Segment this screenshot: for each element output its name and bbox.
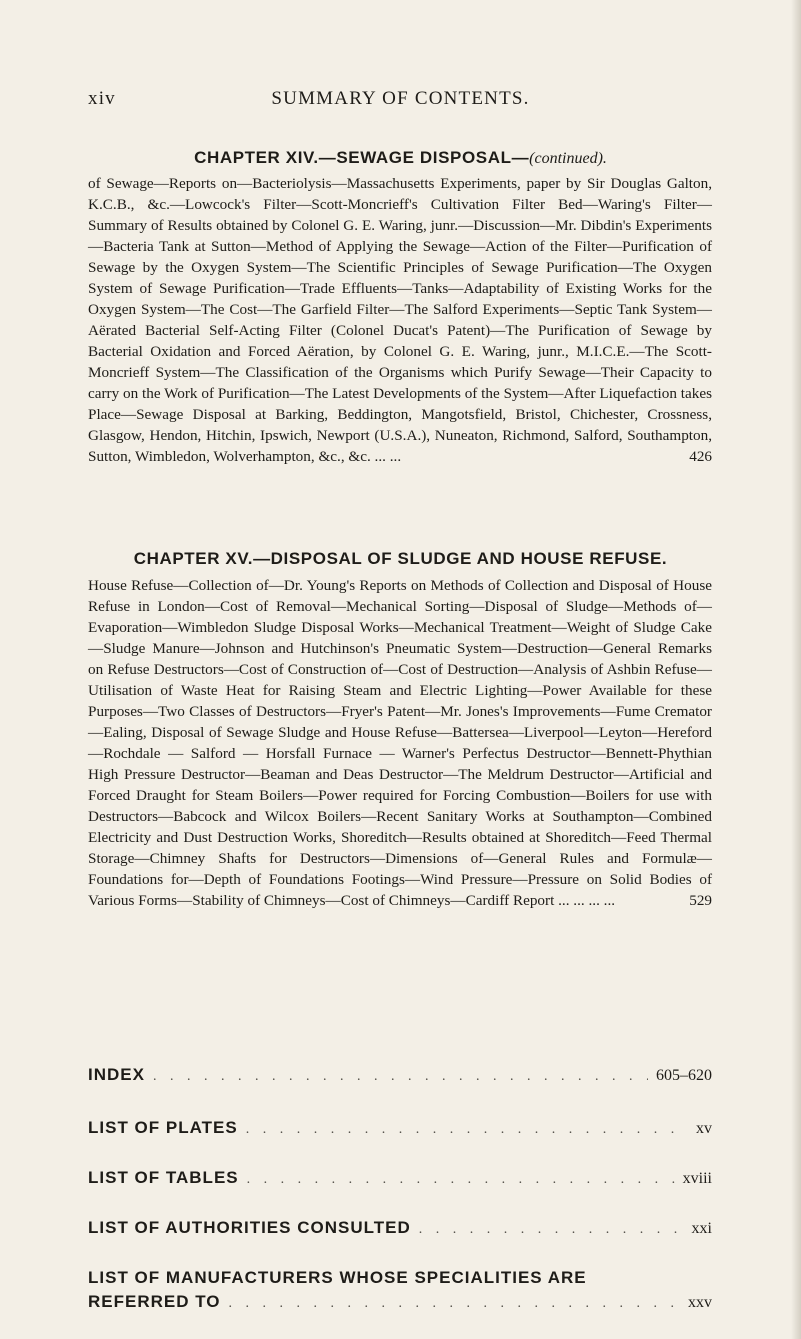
toc-entry-list-of-plates xyxy=(88,1118,712,1142)
toc-entry-title: LIST OF AUTHORITIES CONSULTED xyxy=(88,1218,411,1237)
page-edge-shadow xyxy=(791,0,801,1339)
toc-entry-page: xxv xyxy=(688,1294,712,1311)
toc-entry-index xyxy=(88,1065,712,1089)
toc-entry-page: 605–620 xyxy=(656,1067,712,1084)
toc-entry-title: INDEX xyxy=(88,1065,145,1084)
chapter-15-summary-text: House Refuse—Collection of—Dr. Young's Reports on Methods of Collection and Disposal of House Refuse in London—Cost of Removal—Mechanical Sorting—Disposal of Sludge—Methods of—Evaporation—Wimbledon Sludge Disposal Works—Mechanical Treatment—Weight of Sludge Cake—Sludge Manure—Johnson and Hutchinson's Pneumatic System—Destruction—General Remarks on Refuse Destructors—Cost of Construction of—Cost of Destruction—Analysis of Ashbin Refuse—Utilisation of Waste Heat for Raising Steam and Electric Lighting—Power Available for these Purposes—Two Classes of Destructors—Fryer's Patent—Mr. Jones's Improvements—Fume Cremator—Ealing, Disposal of Sewage Sludge and House Refuse—Battersea—Liverpool—Leyton—Hereford—Rochdale — Salford — Horsfall Furnace — Warner's Perfectus Destructor—Bennett-Phythian High Pressure Destructor—Beaman and Deas Destructor—The Meldrum Destructor—Artificial and Forced Draught for Steam Boilers—Power required for Forcing Combustion—Boilers for use with Destructors—Babcock and Wilcox Boilers—Recent Sanitary Works at Southampton—Combined Electricity and Dust Destruction Works, Shoreditch—Results obtained at Shoreditch—Feed Thermal Storage—Chimney Shafts for Destructors—Dimensions of—General Rules and Formulæ—Foundations for—Depth of Foundations Footings—Wind Pressure—Pressure on Solid Bodies of Various Forms—Stability of Chimneys—Cost of Chimneys—Cardiff Report ... ... ... ... xyxy=(88,577,712,909)
chapter-14-heading-text: CHAPTER XIV.—SEWAGE DISPOSAL— xyxy=(194,148,530,167)
running-head xyxy=(88,88,713,112)
chapter-14-page: 426 xyxy=(689,448,712,465)
page-number: xiv xyxy=(88,88,116,109)
dot-leader xyxy=(419,1222,684,1238)
chapter-15-summary xyxy=(88,575,712,911)
chapter-14-summary-text: of Sewage—Reports on—Bacteriolysis—Massachusetts Experiments, paper by Sir Douglas Galton, K.C.B., &c.—Lowcock's Filter—Scott-Moncrieff's Cultivation Filter Bed—Waring's Filter—Summary of Results obtained by Colonel G. E. Waring, junr.—Discussion—Mr. Dibdin's Experiments—Bacteria Tank at Sutton—Method of Applying the Sewage—Action of the Filter—Purification of Sewage by the Oxygen System—The Scientific Principles of Sewage Purification—The Oxygen System of Sewage Purification—Trade Effluents—Tanks—Adaptability of Existing Works for the Oxygen System—The Cost—The Garfield Filter—The Salford Experiments—Septic Tank System—Aërated Bacterial Self-Acting Filter (Colonel Ducat's Patent)—The Purification of Sewage by Bacterial Oxidation and Forced Aëration, by Colonel G. E. Waring, junr., M.I.C.E.—The Scott-Moncrieff System—The Classification of the Organisms which Purify Sewage—Their Capacity to carry on the Work of Purification—The Latest Developments of the System—After Liquefaction takes Place—Sewage Disposal at Barking, Beddington, Mangotsfield, Bristol, Chichester, Crossness, Glasgow, Hendon, Hitchin, Ipswich, Newport (U.S.A.), Nuneaton, Richmond, Salford, Southampton, Sutton, Wimbledon, Wolverhampton, &c., &c. ... ... xyxy=(88,175,712,465)
running-head-title: SUMMARY OF CONTENTS. xyxy=(271,88,530,109)
chapter-14-summary xyxy=(88,173,712,467)
dot-leader xyxy=(247,1172,675,1188)
chapter-15-heading: CHAPTER XV.—DISPOSAL OF SLUDGE AND HOUSE REFUSE. xyxy=(133,549,668,568)
toc-entry-page: xv xyxy=(696,1120,712,1137)
toc-entry-page: xxi xyxy=(691,1220,712,1237)
chapter-15-page: 529 xyxy=(689,892,712,909)
dot-leader xyxy=(246,1122,688,1138)
toc-entry-title: LIST OF PLATES xyxy=(88,1118,238,1137)
toc-entry-authorities xyxy=(88,1218,712,1242)
dot-leader xyxy=(153,1069,648,1085)
toc-entry-page: xviii xyxy=(682,1170,712,1187)
toc-entry-list-of-tables xyxy=(88,1168,712,1192)
dot-leader xyxy=(229,1296,680,1312)
chapter-14-heading xyxy=(88,148,713,168)
toc-entry-manufacturers-line1: LIST OF MANUFACTURERS WHOSE SPECIALITIES ARE xyxy=(88,1268,587,1287)
chapter-14-continued-label: (continued). xyxy=(529,150,607,167)
toc-entry-manufacturers xyxy=(88,1292,712,1316)
toc-entry-title: LIST OF TABLES xyxy=(88,1168,239,1187)
toc-entry-title: REFERRED TO xyxy=(88,1292,221,1311)
